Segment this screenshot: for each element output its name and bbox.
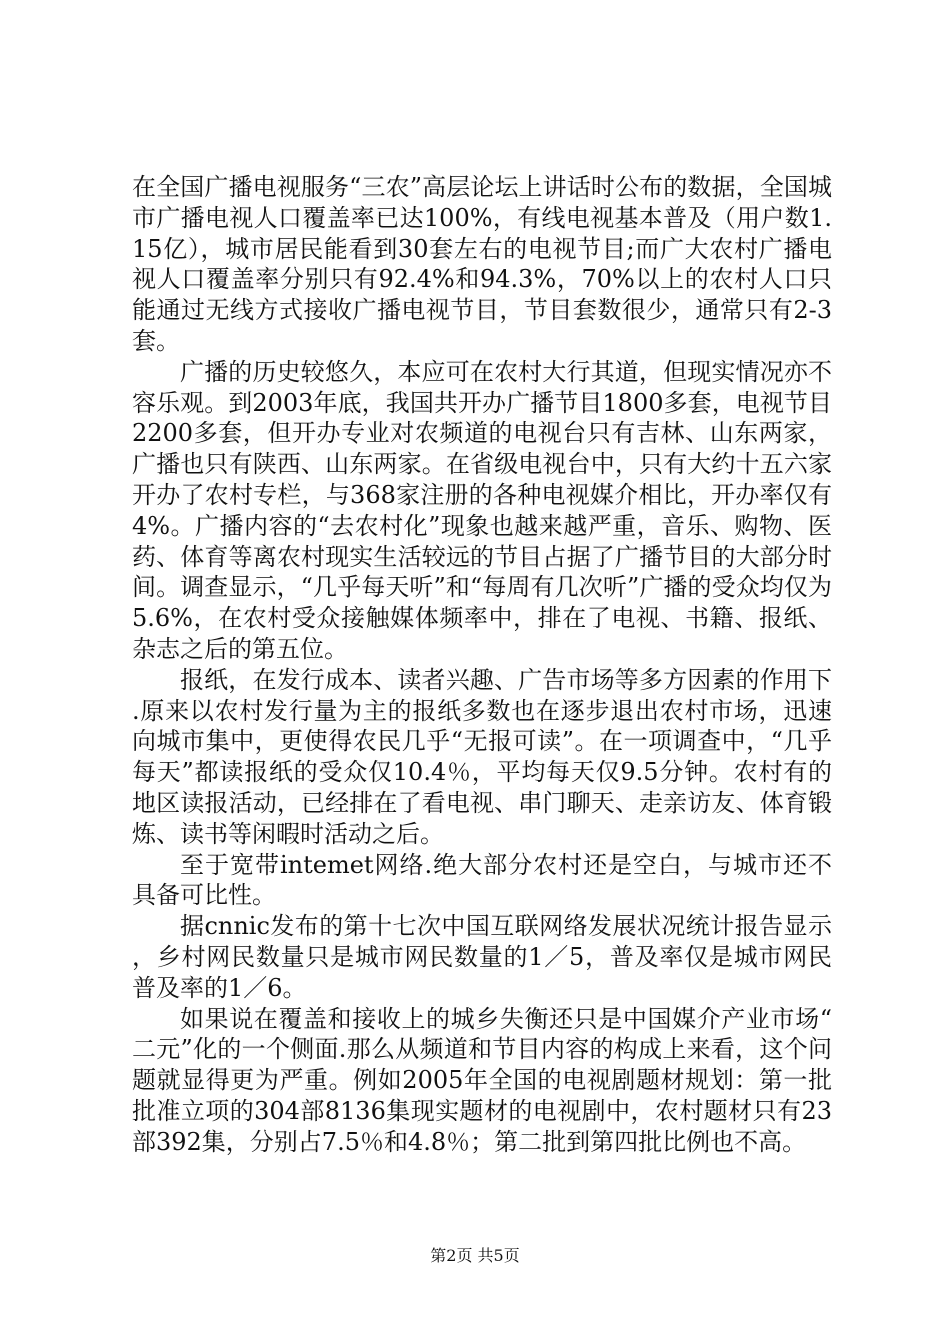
paragraph-4: 至于宽带intemet网络.绝大部分农村还是空白，与城市还不具备可比性。 [132,850,832,910]
document-body [132,172,832,1158]
paragraph-1: 在全国广播电视服务“三农”高层论坛上讲话时公布的数据，全国城市广播电视人口覆盖率已达100%，有线电视基本普及（用户数1.15亿），城市居民能看到30套左右的电视节目;而广大农村广播电视人口覆盖率分别只有92.4%和94.3%，70%以上的农村人口只能通过无线方式接收广播电视节目，节目套数很少，通常只有2-3套。 [132,173,832,355]
page-number-footer: 第2页 共5页 [430,1246,520,1265]
paragraph-2: 广播的历史较悠久，本应可在农村大行其道，但现实情况亦不容乐观。到2003年底，我国共开办广播节目1800多套，电视节目2200多套，但开办专业对农频道的电视台只有吉林、山东两家，广播也只有陕西、山东两家。在省级电视台中，只有大约十五六家开办了农村专栏，与368家注册的各种电视媒介相比，开办率仅有4%。广播内容的“去农村化”现象也越来越严重，音乐、购物、医药、体育等离农村现实生活较远的节目占据了广播节目的大部分时间。调查显示，“几乎每天听”和“每周有几次听”广播的受众均仅为5.6%，在农村受众接触媒体频率中，排在了电视、书籍、报纸、杂志之后的第五位。 [132,357,832,663]
paragraph-5: 据cnnic发布的第十七次中国互联网络发展状况统计报告显示，乡村网民数量只是城市网民数量的1／5，普及率仅是城市网民普及率的1／6。 [132,912,832,1002]
paragraph-6: 如果说在覆盖和接收上的城乡失衡还只是中国媒介产业市场“二元”化的一个侧面.那么从频道和节目内容的构成上来看，这个问题就显得更为严重。例如2005年全国的电视剧题材规划：第一批批准立项的304部8136集现实题材的电视剧中，农村题材只有23部392集，分别占7.5％和4.8％；第二批到第四批比例也不高。 [132,1004,832,1156]
paragraph-3: 报纸，在发行成本、读者兴趣、广告市场等多方因素的作用下.原来以农村发行量为主的报纸多数也在逐步退出农村市场，迅速向城市集中，更使得农民几乎“无报可读”。在一项调查中，“几乎每天”都读报纸的受众仅10.4％，平均每天仅9.5分钟。农村有的地区读报活动，已经排在了看电视、串门聊天、走亲访友、体育锻炼、读书等闲暇时活动之后。 [132,665,832,848]
